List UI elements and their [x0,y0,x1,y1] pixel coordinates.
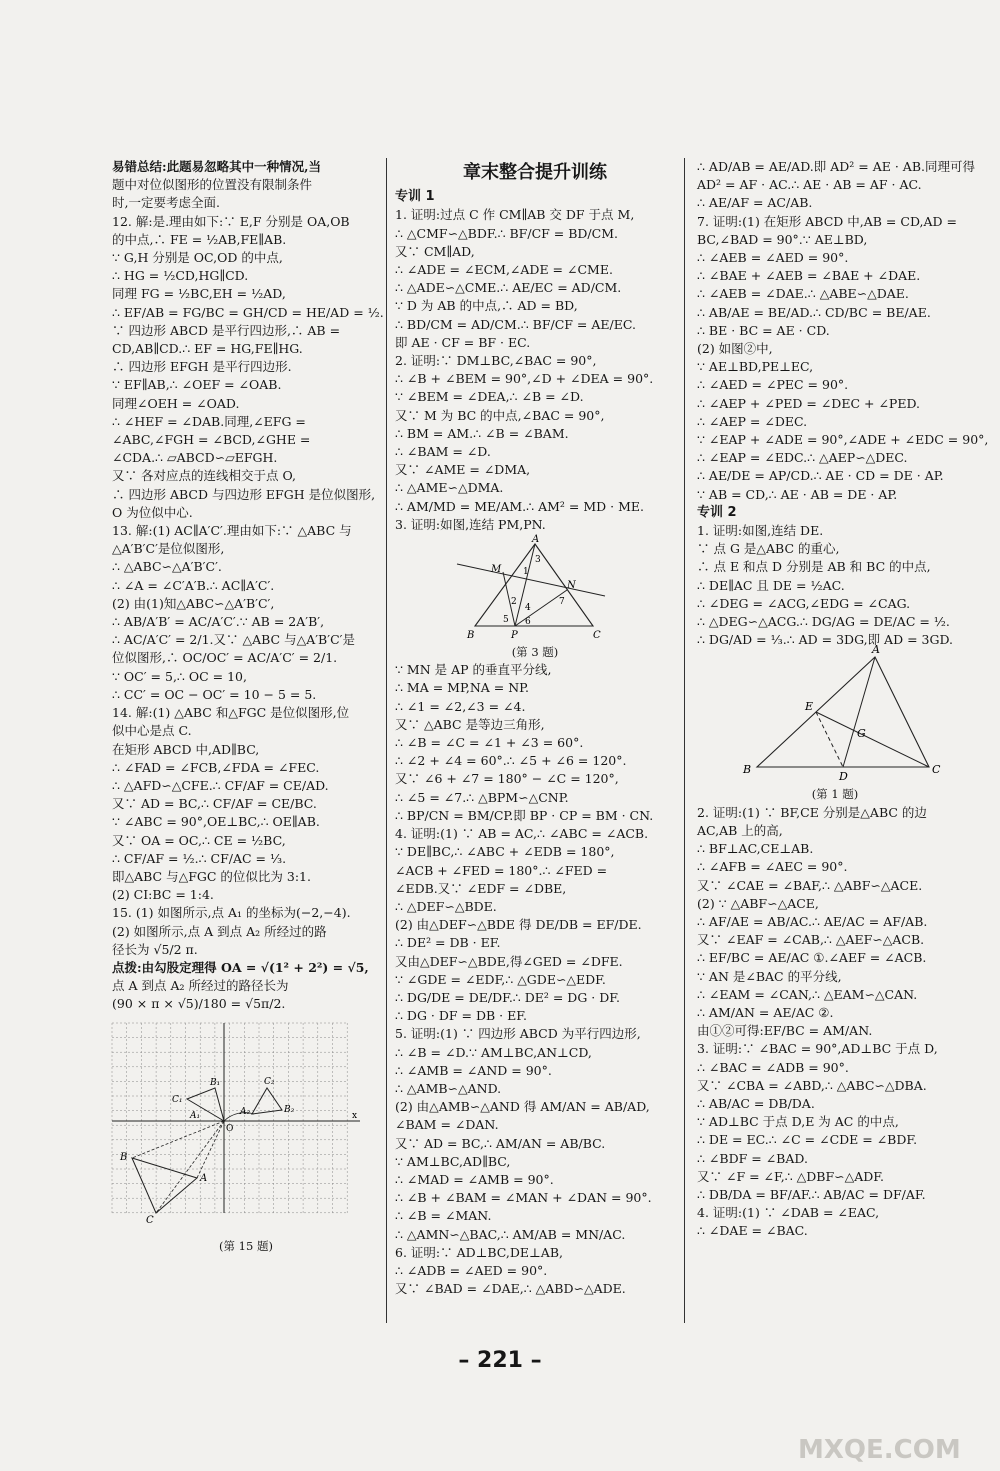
text-line: 径长为 √5/2 π. [112,941,198,957]
text-line: 即 AE · CF = BF · EC. [395,334,531,350]
label-b: B [467,630,475,642]
median-ad [843,657,875,767]
triangle-abc [757,657,929,767]
right-column [697,158,989,1241]
text-line: 又∵ ∠6 + ∠7 = 180° − ∠C = 120°, [395,771,619,787]
text-line: 1. 证明:过点 C 作 CM∥AB 交 DF 于点 M, [395,207,635,223]
text-line: ∵ OC′ = 5,∴ OC = 10, [112,668,247,684]
label-n: N [567,580,576,592]
text-line: O 为位似中心. [112,504,193,520]
triangle-a2b2c2 [252,1088,282,1114]
text-line: 又∵ M 为 BC 的中点,∠BAC = 90°, [395,407,605,423]
label-b: B [120,1151,128,1163]
text-line: 的中点,∴ FE = ½AB,FE∥AB. [112,231,287,247]
text-line: 时,一定要考虑全面. [112,195,220,211]
text-line: ∴ MA = MP,NA = NP. [395,680,529,696]
text-line: ∠ABC,∠FGH = ∠BCD,∠GHE = [112,432,311,448]
grid-lines [112,1023,348,1213]
text-line: 又∵ ∠BAD = ∠DAE,∴ △ABD∽△ADE. [395,1281,626,1297]
text-line: ∴ ∠BAC = ∠ADB = 90°. [697,1059,849,1075]
page-number: – 221 – [458,1348,542,1373]
label-a2: A₂ [240,1106,251,1117]
right-text-top [697,158,989,649]
text-line: 位似图形,∴ OC/OC′ = AC/A′C′ = 2/1. [112,650,338,666]
angle-1: 1 [523,567,529,578]
text-line: 7. 证明:(1) 在矩形 ABCD 中,AB = CD,AD = [697,213,957,229]
text-line: ∴ ∠DAE = ∠BAC. [697,1223,808,1239]
text-line: ∴ △AME∽△DMA. [395,480,504,496]
text-line: ∵ DE∥BC,∴ ∠ABC + ∠EDB = 180°, [395,844,615,860]
figure-3-triangle [455,534,655,643]
text-line: ∠CDA.∴ ▱ABCD∽▱EFGH. [112,450,278,466]
text-line: 专训 1 [395,189,435,205]
text-line: ∠BAM = ∠DAN. [395,1117,499,1133]
text-line: (2) 由(1)知△ABC∽△A′B′C′, [112,595,275,611]
text-line: ∵ 点 G 是△ABC 的重心, [697,541,840,557]
text-line: ∴ EF/AB = FG/BC = GH/CD = HE/AD = ½. [112,304,384,320]
text-line: ∴ ∠A = ∠C′A′B.∴ AC∥A′C′. [112,577,275,593]
label-m: M [491,564,502,576]
text-line: (90 × π × √5)/180 = √5π/2. [112,996,286,1012]
median-ce [816,712,929,767]
text-line: 在矩形 ABCD 中,AD∥BC, [112,741,260,757]
text-line: 又∵ AD = BC,∴ CF/AF = CE/BC. [112,796,317,812]
angle-7: 7 [559,597,565,608]
angle-4: 4 [525,603,531,614]
text-line: ∴ ∠B + ∠BAM = ∠MAN + ∠DAN = 90°. [395,1190,652,1206]
text-line: 1. 证明:如图,连结 DE. [697,523,824,539]
text-line: ∵ ∠ABC = 90°,OE⊥BC,∴ OE∥AB. [112,814,320,830]
text-line: 由①②可得:EF/BC = AM/AN. [697,1023,873,1039]
triangle-abc [132,1158,197,1213]
text-line: 似中心是点 C. [112,723,192,739]
watermark-logo [790,1398,995,1468]
text-line: 又∵ △ABC 是等边三角形, [395,716,545,732]
text-line: ∴ △AFD∽△CFE.∴ CF/AF = CE/AD. [112,777,329,793]
label-a: A [200,1172,208,1184]
text-line: ∴ AB/AC = DB/DA. [697,1095,815,1111]
text-line: ∴ △ABC∽△A′B′C′. [112,559,222,575]
text-line: 即△ABC 与△FGC 的位似比为 3:1. [112,868,311,884]
label-c: C [593,630,601,642]
text-line: ∴ ∠5 = ∠7.∴ △BPM∽△CNP. [395,789,569,805]
text-line: ∴ DG/AD = ⅓.∴ AD = 3DG,即 AD = 3GD. [697,632,954,648]
text-line: ∴ HG = ½CD,HG∥CD. [112,268,249,284]
text-line: ∴ ∠FAD = ∠FCB,∠FDA = ∠FEC. [112,759,320,775]
label-c: C [932,763,941,777]
text-line: 14. 解:(1) △ABC 和△FGC 是位似图形,位 [112,705,350,721]
text-line: 4. 证明:(1) ∵ ∠DAB = ∠EAC, [697,1205,880,1221]
label-c: C [146,1214,154,1226]
text-line: ∴ AF/AE = AB/AC.∴ AE/AC = AF/AB. [697,913,928,929]
text-line: ∵ AE⊥BD,PE⊥EC, [697,359,814,375]
text-line: ∴ BP/CN = BM/CP.即 BP · CP = BM · CN. [395,807,654,823]
left-text-block [112,158,384,1014]
text-line: ∵ ∠BEM = ∠DEA,∴ ∠B = ∠D. [395,389,584,405]
text-line: ∴ ∠AEP + ∠PED = ∠DEC + ∠PED. [697,395,920,411]
text-line: ∴ ∠ADE = ∠ECM,∠ADE = ∠CME. [395,262,613,278]
text-line: ∴ ∠AEP = ∠DEC. [697,413,808,429]
text-line: (2) 如图所示,点 A 到点 A₂ 所经过的路 [112,923,327,939]
text-line: ∴ ∠B + ∠BEM = 90°,∠D + ∠DEA = 90°. [395,371,654,387]
text-line: 6. 证明:∵ AD⊥BC,DE⊥AB, [395,1244,563,1260]
text-line: ∴ 四边形 EFGH 是平行四边形. [112,359,292,375]
text-line: 同理∠OEH = ∠OAD. [112,395,240,411]
text-line: ∴ ∠MAD = ∠AMB = 90°. [395,1171,554,1187]
text-line: ∴ ∠2 + ∠4 = 60°.∴ ∠5 + ∠6 = 120°. [395,753,627,769]
text-line: ∴ AB/A′B′ = AC/A′C′.∵ AB = 2A′B′, [112,614,325,630]
text-line: ∴ BD/CM = AD/CM.∴ BF/CF = AE/EC. [395,316,636,332]
text-line: (2) ∵ △ABF∽△ACE, [697,895,819,911]
column-divider-right [684,158,685,1323]
column-divider-left [386,158,387,1323]
text-line: ∴ BF⊥AC,CE⊥AB. [697,841,814,857]
text-line: ∴ CF/AF = ½.∴ CF/AC = ⅓. [112,850,287,866]
text-line: 题中对位似图形的位置没有限制条件 [112,177,313,193]
angle-6: 6 [525,617,531,628]
text-line: 又∵ OA = OC,∴ CE = ½BC, [112,832,286,848]
middle-column [395,158,675,1298]
text-line: ∴ ∠AFB = ∠AEC = 90°. [697,859,848,875]
label-a: A [532,534,540,546]
text-line: 又∵ ∠CBA = ∠ABD,∴ △ABC∽△DBA. [697,1077,927,1093]
text-line: 又由△DEF∽△BDE,得∠GED = ∠DFE. [395,953,623,969]
text-line: ∴ ∠AEB = ∠AED = 90°. [697,250,849,266]
text-line: ∴ BE · BC = AE · CD. [697,322,830,338]
text-line: ∴ ∠DEG = ∠ACG,∠EDG = ∠CAG. [697,595,911,611]
text-line: 又∵ ∠CAE = ∠BAF,∴ △ABF∽△ACE. [697,877,923,893]
text-line: (2) 由△AMB∽△AND 得 AM/AN = AB/AD, [395,1099,650,1115]
text-line: ∴ AE/DE = AP/CD.∴ AE · CD = DE · AP. [697,468,944,484]
text-line: 又∵ AD = BC,∴ AM/AN = AB/BC. [395,1135,606,1151]
middle-text-bottom [395,661,675,1298]
text-line: 15. (1) 如图所示,点 A₁ 的坐标为(−2,−4). [112,905,351,921]
origin-label: O [226,1123,234,1134]
text-line: ∴ ∠EAM = ∠CAN,∴ △EAM∽△CAN. [697,986,918,1002]
text-line: 专训 2 [697,504,737,520]
text-line: ∠ACB + ∠FED = 180°.∴ ∠FED = [395,862,608,878]
text-line: ∵ EF∥AB,∴ ∠OEF = ∠OAB. [112,377,282,393]
figure-1-caption: (第 1 题) [811,787,859,802]
text-line: 点拨:由勾股定理得 OA = √(1² + 2²) = √5, [112,959,369,975]
text-line: AD² = AF · AC.∴ AE · AB = AF · AC. [697,177,922,193]
text-line: (2) 如图②中, [697,341,773,357]
text-line: ∠EDB.又∵ ∠EDF = ∠DBE, [395,880,567,896]
text-line: ∵ ∠GDE = ∠EDF,∴ △GDE∽△EDF. [395,971,606,987]
text-line: ∴ ∠B = ∠MAN. [395,1208,492,1224]
text-line: 4. 证明:(1) ∵ AB = AC,∴ ∠ABC = ∠ACB. [395,826,649,842]
text-line: ∴ EF/BC = AE/AC ①.∠AEF = ∠ACB. [697,950,927,966]
text-line: ∴ ∠AED = ∠PEC = 90°. [697,377,849,393]
text-line: 3. 证明:∵ ∠BAC = 90°,AD⊥BC 于点 D, [697,1041,938,1057]
text-line: ∵ AD⊥BC 于点 D,E 为 AC 的中点, [697,1114,899,1130]
figure-15-caption: (第 15 题) [219,1238,273,1253]
text-line: ∴ DE∥AC 且 DE = ½AC. [697,577,845,593]
text-line: ∵ AM⊥BC,AD∥BC, [395,1153,511,1169]
text-line: ∴ ∠1 = ∠2,∠3 = ∠4. [395,698,526,714]
text-line: ∴ CC′ = OC − OC′ = 10 − 5 = 5. [112,686,317,702]
text-line: 3. 证明:如图,连结 PM,PN. [395,516,546,532]
text-line: 同理 FG = ½BC,EH = ½AD, [112,286,286,302]
section-title: 章末整合提升训练 [463,162,607,183]
figure-3-caption: (第 3 题) [511,645,559,660]
figure-1-triangle [707,643,957,784]
text-line: ∴ DG · DF = DB · EF. [395,1008,527,1024]
text-line: 又∵ 各对应点的连线相交于点 O, [112,468,296,484]
label-e: E [805,700,814,714]
label-c2: C₂ [264,1076,275,1087]
text-line: ∴ AB/AE = BE/AD.∴ CD/BC = BE/AE. [697,304,931,320]
text-line: ∴ △DEF∽△BDE. [395,898,497,914]
text-line: ∴ ∠AEB = ∠DAE.∴ △ABE∽△DAE. [697,286,909,302]
label-b: B [743,763,752,777]
text-line: ∴ 四边形 ABCD 与四边形 EFGH 是位似图形, [112,486,376,502]
dashed-line-a [197,1121,224,1178]
text-line: ∵ D 为 AB 的中点,∴ AD = BD, [395,298,578,314]
middle-text-top [395,188,675,534]
text-line: 又∵ ∠F = ∠F,∴ △DBF∽△ADF. [697,1168,884,1184]
text-line: ∴ ∠AMB = ∠AND = 90°. [395,1062,552,1078]
text-line: 2. 证明:(1) ∵ BF,CE 分别是△ABC 的边 [697,804,927,820]
text-line: 又∵ ∠AME = ∠DMA, [395,462,531,478]
text-line: ∵ AB = CD,∴ AE · AB = DE · AP. [697,486,898,502]
text-line: ∵ AN 是∠BAC 的平分线, [697,968,842,984]
watermark-text: MXQE.COM [798,1435,961,1465]
text-line: 2. 证明:∵ DM⊥BC,∠BAC = 90°, [395,353,597,369]
text-line: △A′B′C′是位似图形, [112,541,225,557]
label-a1: A₁ [190,1110,201,1121]
text-line: ∴ DG/DE = DE/DF.∴ DE² = DG · DF. [395,989,620,1005]
text-line: 易错总结:此题易忽略其中一种情况,当 [112,159,321,174]
figure-15-grid [112,1018,362,1233]
text-line: ∴ ∠B = ∠C = ∠1 + ∠3 = 60°. [395,735,584,751]
dashed-line-b [132,1121,224,1158]
label-p: P [511,630,518,642]
text-line: ∴ AE/AF = AC/AB. [697,195,813,211]
text-line: (2) CI:BC = 1:4. [112,887,214,903]
text-line: ∴ 点 E 和点 D 分别是 AB 和 BC 的中点, [697,559,931,575]
text-line: ∴ AM/MD = ME/AM.∴ AM² = MD · ME. [395,498,644,514]
text-line: ∴ △AMN∽△BAC,∴ AM/AB = MN/AC. [395,1226,626,1242]
angle-3: 3 [535,555,541,566]
segment-de [816,712,843,767]
x-axis-label: x [352,1110,358,1121]
right-text-bottom [697,804,973,1241]
text-line: ∴ △DEG∽△ACG.∴ DG/AG = DE/AC = ½. [697,614,950,630]
left-column [112,158,384,1255]
label-c1: C₁ [172,1094,183,1105]
text-line: (2) 由△DEF∽△BDE 得 DE/DB = EF/DE. [395,917,642,933]
label-g: G [857,727,866,741]
text-line: ∵ MN 是 AP 的垂直平分线, [395,662,552,678]
text-line: ∴ ∠BAM = ∠D. [395,444,491,460]
text-line: ∵ 四边形 ABCD 是平行四边形,∴ AB = [112,322,341,338]
text-line: ∴ DE = EC.∴ ∠C = ∠CDE = ∠BDF. [697,1132,918,1148]
text-line: ∴ DE² = DB · EF. [395,935,501,951]
label-b1: B₁ [210,1077,221,1088]
text-line: ∴ △CMF∽△BDF.∴ BF/CF = BD/CM. [395,225,618,241]
text-line: ∴ AM/AN = AE/AC ②. [697,1004,834,1020]
text-line: ∴ ∠EAP = ∠EDC.∴ △AEP∽△DEC. [697,450,908,466]
text-line: AC,AB 上的高, [697,822,783,838]
text-line: ∵ G,H 分别是 OC,OD 的中点, [112,250,283,266]
text-line: ∴ ∠ADB = ∠AED = 90°. [395,1262,548,1278]
text-line: 又∵ CM∥AD, [395,243,475,259]
text-line: ∵ ∠EAP + ∠ADE = 90°,∠ADE + ∠EDC = 90°, [697,432,989,448]
text-line: BC,∠BAD = 90°.∵ AE⊥BD, [697,231,868,247]
text-line: ∴ ∠BDF = ∠BAD. [697,1150,808,1166]
text-line: ∴ ∠B = ∠D.∵ AM⊥BC,AN⊥CD, [395,1044,592,1060]
label-a: A [872,643,880,657]
text-line: ∴ AC/A′C′ = 2/1.又∵ △ABC 与△A′B′C′是 [112,632,355,648]
text-line: ∴ △ADE∽△CME.∴ AE/EC = AD/CM. [395,280,622,296]
text-line: ∴ DB/DA = BF/AF.∴ AB/AC = DF/AF. [697,1186,926,1202]
text-line: 又∵ ∠EAF = ∠CAB,∴ △AEF∽△ACB. [697,932,925,948]
text-line: ∴ BM = AM.∴ ∠B = ∠BAM. [395,425,569,441]
text-line: 13. 解:(1) AC∥A′C′.理由如下:∵ △ABC 与 [112,523,352,539]
angle-5: 5 [503,615,509,626]
text-line: ∴ ∠HEF = ∠DAB.同理,∠EFG = [112,413,306,429]
text-line: ∴ AD/AB = AE/AD.即 AD² = AE · AB.同理可得 [697,159,975,174]
text-line: 5. 证明:(1) ∵ 四边形 ABCD 为平行四边形, [395,1026,641,1042]
text-line: 12. 解:是.理由如下:∵ E,F 分别是 OA,OB [112,213,350,229]
label-d: D [839,770,848,784]
line-mn [457,564,605,596]
text-line: ∴ △AMB∽△AND. [395,1080,502,1096]
text-line: 点 A 到点 A₂ 所经过的路径长为 [112,978,289,994]
text-line: ∴ ∠BAE + ∠AEB = ∠BAE + ∠DAE. [697,268,921,284]
label-b2: B₂ [284,1104,295,1115]
angle-2: 2 [511,597,517,608]
text-line: CD,AB∥CD.∴ EF = HG,FE∥HG. [112,341,303,357]
